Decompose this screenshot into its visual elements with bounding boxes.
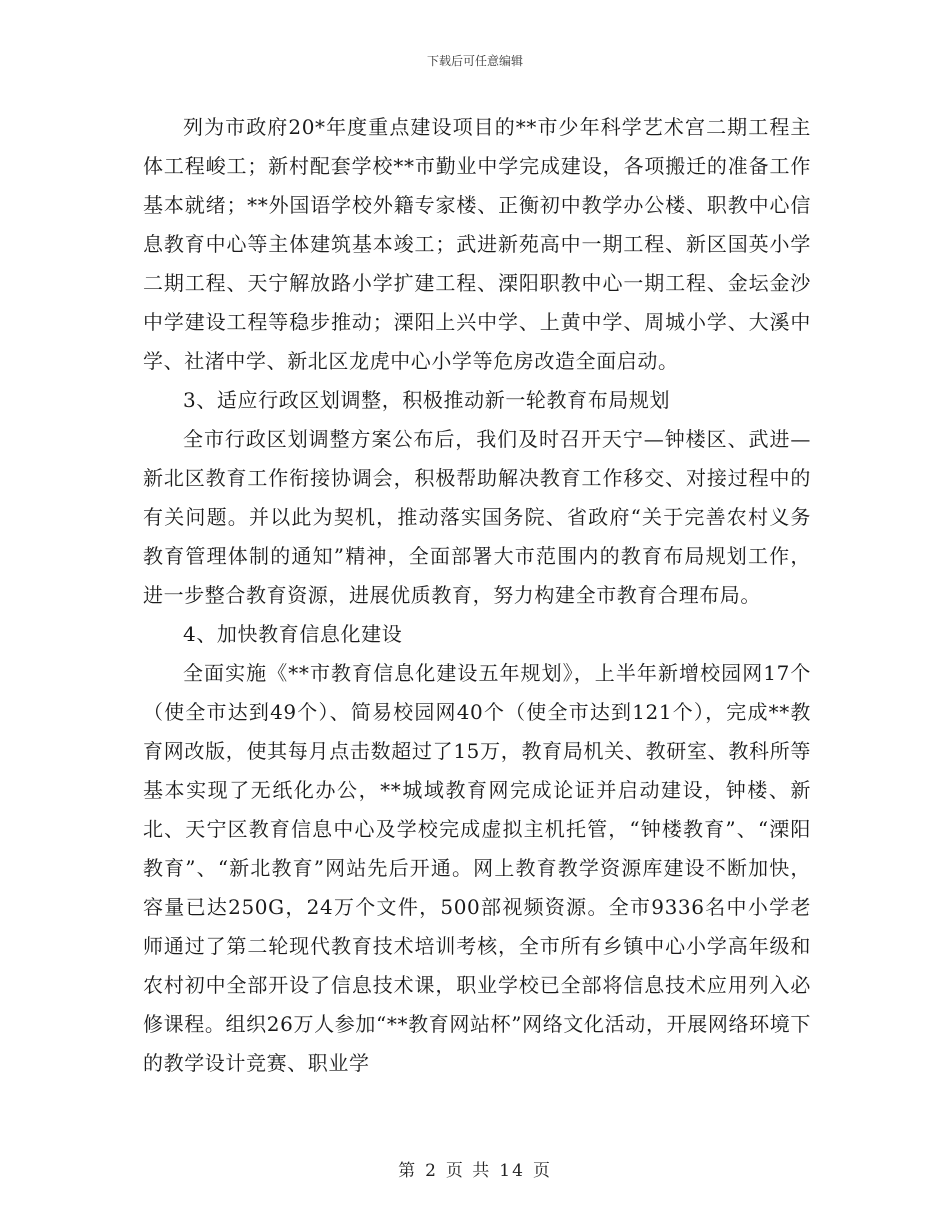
document-body xyxy=(143,108,811,1083)
page-footer xyxy=(0,1156,950,1181)
section-heading-4: 4、加快教育信息化建设 xyxy=(183,622,403,646)
paragraph-1: 列为市政府20*年度重点建设项目的**市少年科学艺术宫二期工程主体工程峻工；新村配套学校**市勤业中学完成建设，各项搬迁的准备工作基本就绪；**外国语学校外籍专家楼、正衡初中教学办公楼、职教中心信息教育中心等主体建筑基本竣工；武进新苑高中一期工程、新区国英小学二期工程、天宁解放路小学扩建工程、溧阳职教中心一期工程、金坛金沙中学建设工程等稳步推动；溧阳上兴中学、上黄中学、周城小学、大溪中学、社渚中学、新北区龙虎中心小学等危房改造全面启动。 xyxy=(143,115,811,373)
footer-suffix: 页 xyxy=(532,1161,552,1181)
footer-page-number: 2 xyxy=(425,1161,438,1181)
section-heading-3: 3、适应行政区划调整，积极推动新一轮教育布局规划 xyxy=(183,388,671,412)
paragraph-3: 全面实施《**市教育信息化建设五年规划》，上半年新增校园网17个（使全市达到49个）、简易校园网40个（使全市达到121个），完成**教育网改版，使其每月点击数超过了15万，教育局机关、教研室、教科所等基本实现了无纸化办公，**城域教育网完成论证并启动建设，钟楼、新北、天宁区教育信息中心及学校完成虚拟主机托管，“钟楼教育”、“溧阳教育”、“新北教育”网站先后开通。网上教育教学资源库建设不断加快，容量已达250G，24万个文件，500部视频资源。全市9336名中小学老师通过了第二轮现代教育技术培训考核，全市所有乡镇中心小学高年级和农村初中全部开设了信息技术课，职业学校已全部将信息技术应用列入必修课程。组织26万人参加“**教育网站杯”网络文化活动，开展网络环境下的教学设计竞赛、职业学 xyxy=(143,661,811,1075)
footer-middle: 页 共 xyxy=(445,1161,492,1181)
footer-total-pages: 14 xyxy=(499,1161,525,1181)
header-note: 下载后可任意编辑 xyxy=(426,54,523,68)
footer-prefix: 第 xyxy=(398,1161,418,1181)
paragraph-2: 全市行政区划调整方案公布后，我们及时召开天宁—钟楼区、武进—新北区教育工作衔接协调会，积极帮助解决教育工作移交、对接过程中的有关问题。并以此为契机，推动落实国务院、省政府“关于完善农村义务教育管理体制的通知”精神，全面部署大市范围内的教育布局规划工作，进一步整合教育资源，进展优质教育，努力构建全市教育合理布局。 xyxy=(143,427,811,607)
page-header xyxy=(0,52,950,69)
